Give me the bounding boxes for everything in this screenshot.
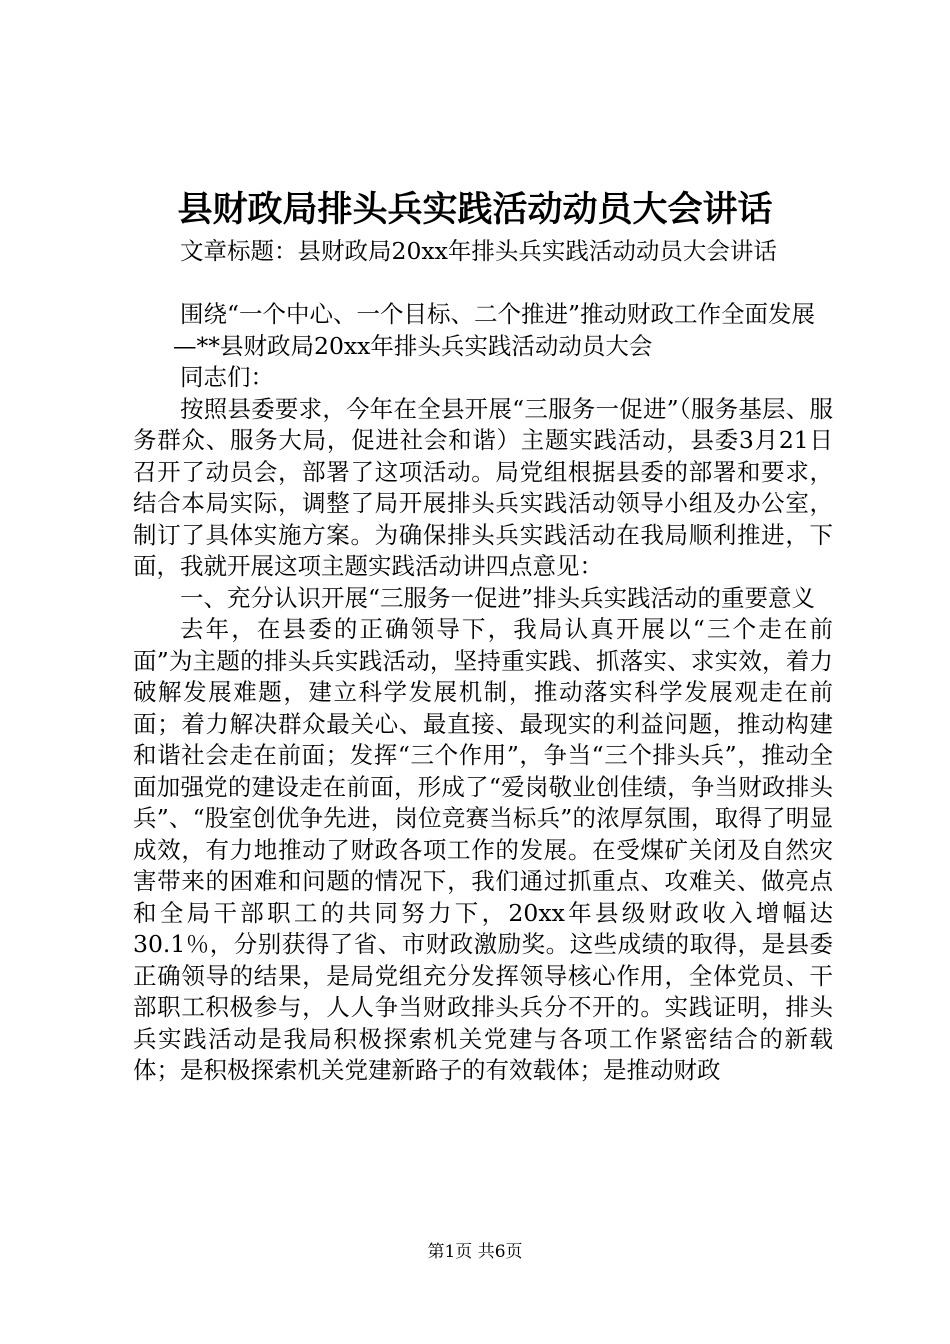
speech-heading: 围绕“一个中心、一个目标、二个推进”推动财政工作全面发展 — [180, 300, 816, 328]
body-paragraph: 去年，在县委的正确领导下，我局认真开展以“三个走在前面”为主题的排头兵实践活动，坚持重实践、抓落实、求实效，着力破解发展难题，建立科学发展机制，推动落实科学发展观走在前面；着力解决群众最关心、最直接、最现实的利益问题，推动构建和谐社会走在前面；发挥“三个作用”，争当“三个排头兵”，推动全面加强党的建设走在前面，形成了“爱岗敬业创佳绩，争当财政排头兵”、“股室创优争先进，岗位竞赛当标兵”的浓厚氛围，取得了明显成效，有力地推动了财政各项工作的发展。在受煤矿关闭及自然灾害带来的困难和问题的情况下，我们通过抓重点、攻难关、做亮点和全局干部职工的共同努力下，20xx年县级财政收入增幅达30.1％，分别获得了省、市财政激励奖。这些成绩的取得，是县委正确领导的结果，是局党组充分发挥领导核心作用，全体党员、干部职工积极参与，人人争当财政排头兵分不开的。实践证明，排头兵实践活动是我局积极探索机关党建与各项工作紧密结合的新载体；是积极探索机关党建新路子的有效载体；是推动财政 — [133, 615, 833, 1084]
section-heading: 一、充分认识开展“三服务一促进”排头兵实践活动的重要意义 — [180, 583, 816, 612]
document-body — [133, 236, 833, 1087]
article-title-line: 文章标题：县财政局20xx年排头兵实践活动动员大会讲话 — [180, 237, 777, 265]
document-title: 县财政局排头兵实践活动动员大会讲话 — [177, 189, 773, 230]
body-paragraph: 按照县委要求，今年在全县开展“三服务一促进”（服务基层、服务群众、服务大局，促进社会和谐）主题实践活动，县委3月21日召开了动员会，部署了这项活动。局党组根据县委的部署和要求，结合本局实际，调整了局开展排头兵实践活动领导小组及办公室，制订了具体实施方案。为确保排头兵实践活动在我局顺利推进，下面，我就开展这项主题实践活动讲四点意见： — [133, 394, 833, 580]
speech-subheading: —**县财政局20xx年排头兵实践活动动员大会 — [173, 331, 653, 360]
salutation: 同志们： — [180, 363, 274, 391]
page-number: 第1页 共6页 — [427, 1242, 523, 1262]
